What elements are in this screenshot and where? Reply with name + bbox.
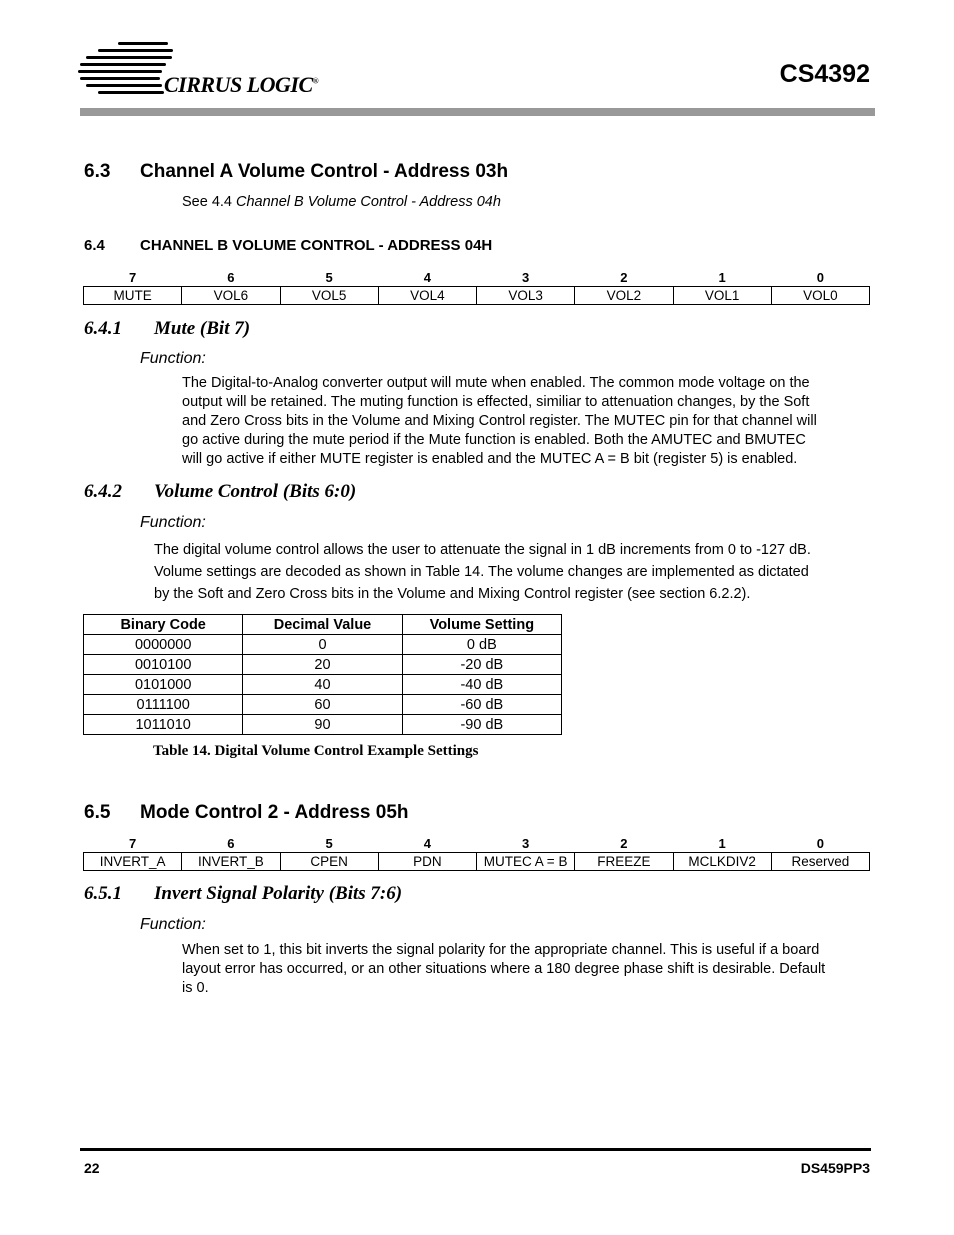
part-number: CS4392 [779, 60, 870, 88]
table-cell: 0 [243, 635, 402, 655]
bit-label: 7 [129, 835, 137, 851]
register-04h-table [83, 268, 870, 305]
bit-label: 3 [522, 269, 530, 285]
register-field: VOL0 [771, 287, 869, 305]
brand-logo-text: CIRRUS LOGIC® [164, 72, 319, 97]
register-field: VOL2 [575, 287, 673, 305]
table-cell: 0101000 [84, 675, 243, 695]
section-6-4-heading: 6.4 CHANNEL B VOLUME CONTROL - ADDRESS 04H [84, 237, 493, 254]
table-caption: Table 14. Digital Volume Control Example Settings [153, 743, 479, 759]
table-cell: 0111100 [84, 695, 243, 715]
table-row [84, 655, 562, 675]
table-cell: -40 dB [402, 675, 561, 695]
table-row [84, 715, 562, 735]
bit-label: 3 [522, 835, 530, 851]
register-05h-table [83, 834, 870, 871]
bit-label: 5 [325, 269, 333, 285]
table-cell: -90 dB [402, 715, 561, 735]
table-row [84, 695, 562, 715]
table-cell: 1011010 [84, 715, 243, 735]
register-field: VOL1 [673, 287, 771, 305]
register-field: INVERT_A [84, 853, 182, 871]
bit-label: 4 [423, 269, 431, 285]
table-cell: 40 [243, 675, 402, 695]
bit-label: 0 [816, 835, 824, 851]
document-id: DS459PP3 [800, 1160, 870, 1176]
section-6-4-1-heading: 6.4.1 Mute (Bit 7) [84, 318, 251, 339]
register-field: VOL5 [280, 287, 378, 305]
table-header: Volume Setting [402, 615, 561, 635]
bit-label: 4 [423, 835, 431, 851]
footer-divider [80, 1148, 871, 1151]
register-field: MCLKDIV2 [673, 853, 771, 871]
page-number: 22 [84, 1160, 100, 1176]
table-header: Decimal Value [243, 615, 402, 635]
register-field: VOL4 [378, 287, 476, 305]
function-label: Function: [140, 916, 206, 933]
bit-label: 7 [129, 269, 137, 285]
section-6-4-1-body: The Digital-to-Analog converter output will mute when enabled. The common mode voltage on the output will be retained. The muting function is effected, similiar to attenuation changes, by the Soft and Zero Cross bits in the Volume and Mixing Control register. The MUTEC pin for that channel will go active during the mute period if the Mute function is enabled. Both the AMUTEC and BMUTEC will go active if either MUTE register is enabled and the MUTEC A = B bit (register 5) is enabled. [182, 375, 817, 467]
volume-settings-table [83, 614, 562, 735]
table-cell: 90 [243, 715, 402, 735]
table-cell: -20 dB [402, 655, 561, 675]
header-divider [80, 108, 875, 116]
section-6-3-see-also: See 4.4 Channel B Volume Control - Address 04h [182, 194, 501, 210]
table-row [84, 635, 562, 655]
table-cell: 20 [243, 655, 402, 675]
register-field: INVERT_B [182, 853, 280, 871]
bit-label: 6 [227, 835, 235, 851]
cirrus-logo-mark [78, 42, 174, 102]
function-label: Function: [140, 514, 206, 531]
register-field: VOL3 [477, 287, 575, 305]
table-header: Binary Code [84, 615, 243, 635]
register-field: PDN [378, 853, 476, 871]
register-field: MUTEC A = B [477, 853, 575, 871]
table-cell: 0010100 [84, 655, 243, 675]
section-6-5-heading: 6.5 Mode Control 2 - Address 05h [84, 802, 409, 823]
table-cell: 60 [243, 695, 402, 715]
section-6-5-1-heading: 6.5.1 Invert Signal Polarity (Bits 7:6) [84, 883, 403, 904]
register-field: Reserved [771, 853, 869, 871]
register-field: VOL6 [182, 287, 280, 305]
bit-label: 0 [816, 269, 824, 285]
register-field: CPEN [280, 853, 378, 871]
section-6-3-heading: 6.3 Channel A Volume Control - Address 03h [84, 161, 509, 182]
bit-label: 2 [620, 269, 628, 285]
bit-label: 1 [718, 269, 726, 285]
table-row [84, 675, 562, 695]
bit-label: 5 [325, 835, 333, 851]
table-cell: 0000000 [84, 635, 243, 655]
register-field: FREEZE [575, 853, 673, 871]
function-label: Function: [140, 350, 206, 367]
table-cell: -60 dB [402, 695, 561, 715]
bit-label: 2 [620, 835, 628, 851]
bit-label: 1 [718, 835, 726, 851]
table-cell: 0 dB [402, 635, 561, 655]
section-6-5-1-body: When set to 1, this bit inverts the signal polarity for the appropriate channel. This is useful if a board layout error has occurred, or an other situations where a 180 degree phase shift is desirable. Default is 0. [182, 942, 826, 996]
register-field: MUTE [84, 287, 182, 305]
section-6-4-2-heading: 6.4.2 Volume Control (Bits 6:0) [84, 481, 357, 502]
bit-label: 6 [227, 269, 235, 285]
section-6-4-2-body: The digital volume control allows the user to attenuate the signal in 1 dB increments from 0 to -127 dB. Volume settings are decoded as shown in Table 14. The volume changes are implemented as dictated by the Soft and Zero Cross bits in the Volume and Mixing Control register (see section 6.2.2). [154, 542, 811, 602]
